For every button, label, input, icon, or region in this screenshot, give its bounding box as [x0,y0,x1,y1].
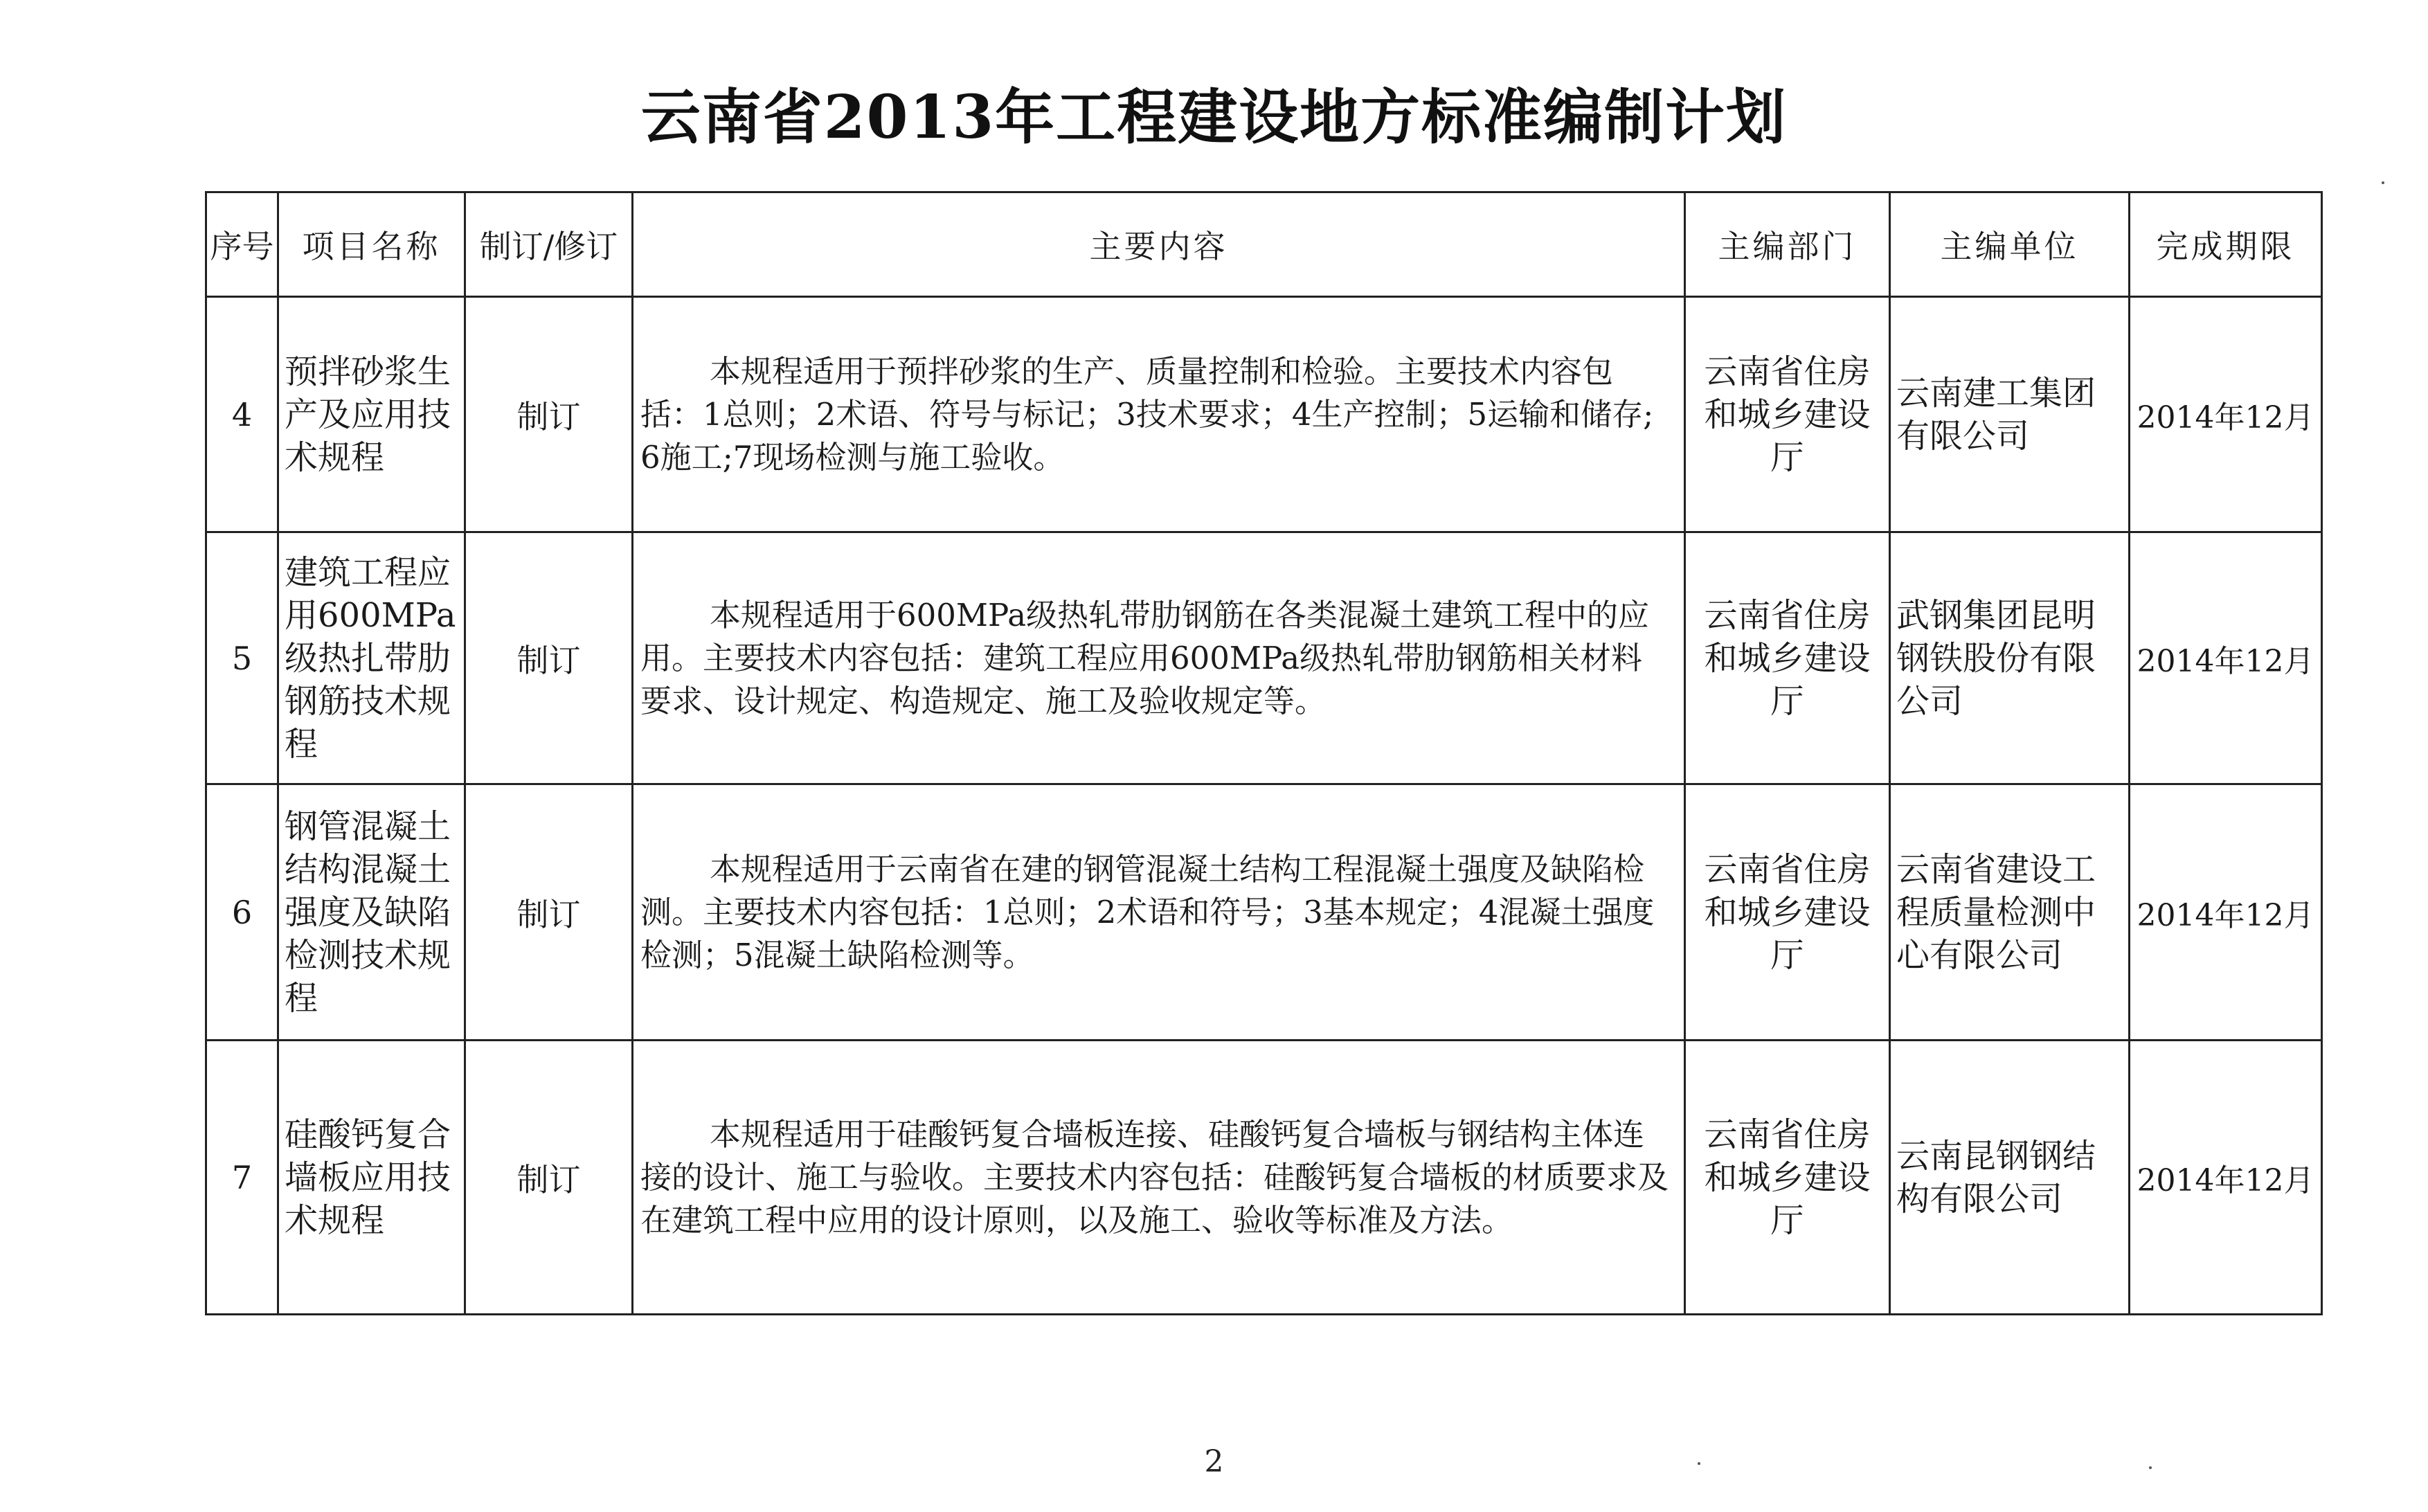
row-content-cell [633,1041,1685,1315]
row-dept: 云南省住房和城乡建设厅 [1685,784,1890,1041]
row-type: 制订 [465,297,633,532]
row-project-name: 钢管混凝土结构混凝土强度及缺陷检测技术规程 [278,784,465,1041]
row-type: 制订 [465,784,633,1041]
header-type: 制订/修订 [465,192,633,297]
row-project-name: 硅酸钙复合墙板应用技术规程 [278,1041,465,1315]
page-number: 2 [1204,1444,1224,1479]
header-seq: 序号 [206,192,278,297]
scan-speck [2382,181,2384,184]
row-type: 制订 [465,1041,633,1315]
table-header-row [206,192,2322,297]
header-dept: 主编部门 [1685,192,1890,297]
row-seq: 7 [206,1041,278,1315]
row-content: 本规程适用于预拌砂浆的生产、质量控制和检验。主要技术内容包括：1总则；2术语、符号与标记；3技术要求；4生产控制；5运输和储存;6施工;7现场检测与施工验收。 [640,352,1654,476]
row-content-cell [633,297,1685,532]
table-row [206,784,2322,1041]
row-deadline: 2014年12月 [2130,1041,2322,1315]
row-dept: 云南省住房和城乡建设厅 [1685,297,1890,532]
row-content: 本规程适用于600MPa级热轧带肋钢筋在各类混凝土建筑工程中的应用。主要技术内容包括：建筑工程应用600MPa级热轧带肋钢筋相关材料要求、设计规定、构造规定、施工及验收规定等。 [640,596,1650,719]
row-type: 制订 [465,532,633,784]
row-seq: 4 [206,297,278,532]
row-deadline: 2014年12月 [2130,297,2322,532]
header-name: 项目名称 [278,192,465,297]
row-project-name: 预拌砂浆生产及应用技术规程 [278,297,465,532]
row-content: 本规程适用于硅酸钙复合墙板连接、硅酸钙复合墙板与钢结构主体连接的设计、施工与验收。主要技术内容包括：硅酸钙复合墙板的材质要求及在建筑工程中应用的设计原则，以及施工、验收等标准及方法。 [640,1115,1669,1239]
row-content: 本规程适用于云南省在建的钢管混凝土结构工程混凝土强度及缺陷检测。主要技术内容包括：1总则；2术语和符号；3基本规定；4混凝土强度检测；5混凝土缺陷检测等。 [640,850,1655,973]
table-row [206,1041,2322,1315]
row-seq: 5 [206,532,278,784]
header-content: 主要内容 [633,192,1685,297]
table-row [206,532,2322,784]
header-deadline: 完成期限 [2130,192,2322,297]
row-deadline: 2014年12月 [2130,532,2322,784]
row-unit: 武钢集团昆明钢铁股份有限公司 [1890,532,2130,784]
scan-speck [2149,1466,2152,1469]
row-seq: 6 [206,784,278,1041]
table-row [206,297,2322,532]
row-unit: 云南省建设工程质量检测中心有限公司 [1890,784,2130,1041]
header-unit: 主编单位 [1890,192,2130,297]
row-dept: 云南省住房和城乡建设厅 [1685,1041,1890,1315]
row-unit: 云南建工集团有限公司 [1890,297,2130,532]
row-content-cell [633,532,1685,784]
standards-plan-table [205,191,2323,1315]
row-unit: 云南昆钢钢结构有限公司 [1890,1041,2130,1315]
page-title: 云南省2013年工程建设地方标准编制计划 [640,82,1788,152]
row-deadline: 2014年12月 [2130,784,2322,1041]
row-dept: 云南省住房和城乡建设厅 [1685,532,1890,784]
scan-speck [1698,1462,1700,1465]
row-project-name: 建筑工程应用600MPa级热扎带肋钢筋技术规程 [278,532,465,784]
row-content-cell [633,784,1685,1041]
